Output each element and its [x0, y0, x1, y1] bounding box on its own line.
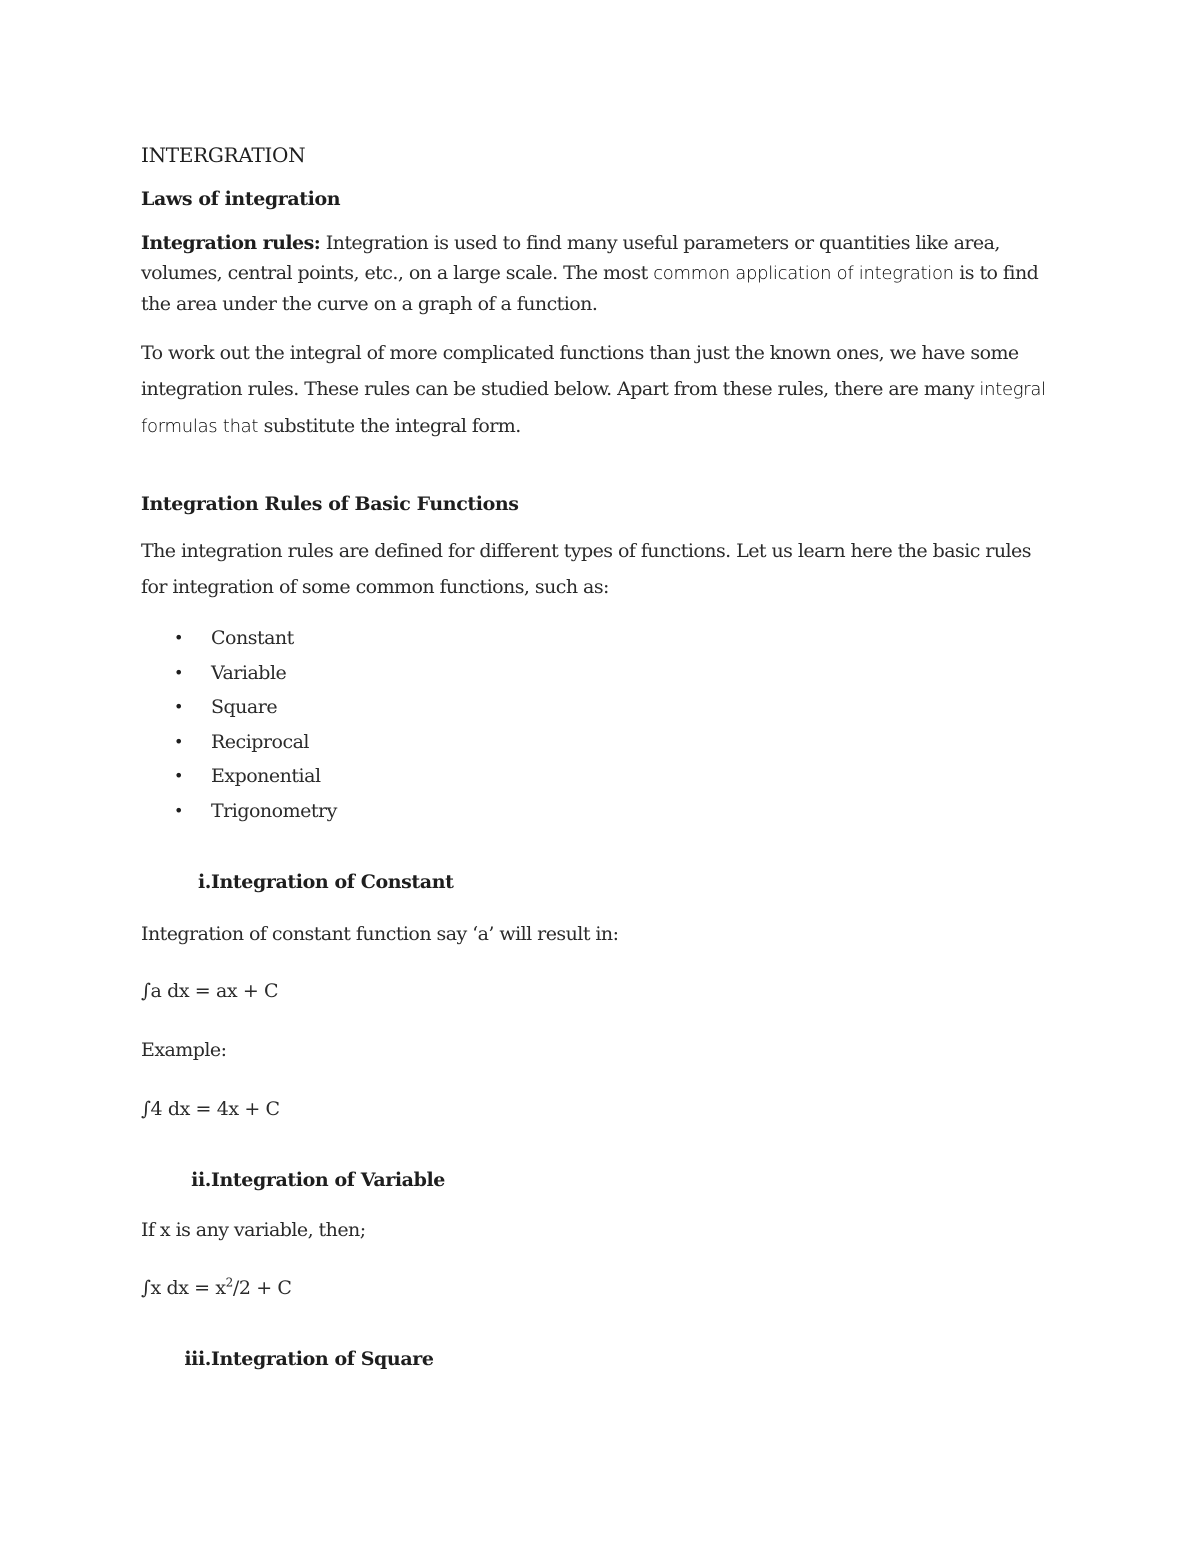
list-item: • Reciprocal: [141, 725, 1061, 760]
function-list: [141, 621, 1061, 829]
integral-rules-paragraph: [141, 335, 1061, 445]
basic-functions-intro: The integration rules are defined for different types of functions. Let us learn here the basic rules for integration of some common functions, such as:: [141, 540, 1031, 598]
intro-label: Integration rules:: [141, 232, 321, 254]
section-i-heading: i. Integration of Constant: [141, 867, 1061, 897]
laws-heading: Laws of integration: [141, 188, 341, 210]
section-i-example-formula: ∫4 dx = 4x + C: [141, 1097, 280, 1120]
bullet-icon: •: [174, 800, 183, 820]
document-title: INTERGRATION: [141, 143, 306, 167]
bullet-icon: •: [174, 766, 183, 786]
section-i-formula: ∫a dx = ax + C: [141, 979, 279, 1002]
intro-text-2: is to find the area under the curve on a graph of a function.: [141, 262, 1039, 315]
bullet-icon: •: [174, 697, 183, 717]
bullet-icon: •: [174, 731, 183, 751]
section-iii-heading: iii. Integration of Square: [141, 1344, 1061, 1374]
section-ii-heading: ii. Integration of Variable: [141, 1165, 1061, 1195]
intro-text-1: Integration is used to find many useful parameters or quantities like area, volumes, central points, etc., on a large scale. The most: [141, 232, 1000, 284]
para2-link-integral-formulas[interactable]: integral formulas that: [141, 379, 1046, 437]
list-item: • Variable: [141, 656, 1061, 691]
section-ii-numeral: ii.: [191, 1168, 211, 1191]
section-iii-numeral: iii.: [184, 1347, 211, 1370]
list-item: • Constant: [141, 621, 1061, 656]
para2-text-1: To work out the integral of more complicated functions than just the known ones, we have some integration rules. These rules can be studied below. Apart from these rules, there are many: [141, 342, 1019, 400]
section-i-example-label: Example:: [141, 1038, 227, 1061]
intro-link-common-application[interactable]: common application of integration: [653, 263, 954, 284]
section-ii-text: If x is any variable, then;: [141, 1218, 366, 1241]
section-i-text: Integration of constant function say ‘a’ will result in:: [141, 922, 619, 945]
bullet-icon: •: [174, 628, 183, 647]
section-i-numeral: i.: [197, 870, 211, 893]
basic-functions-heading: Integration Rules of Basic Functions: [141, 493, 519, 515]
list-item: • Square: [141, 690, 1061, 725]
section-ii-formula: ∫x dx = $x^2/2 + C$: [141, 1275, 292, 1299]
intro-paragraph: [141, 228, 1061, 319]
list-item: • Trigonometry: [141, 794, 1061, 829]
list-item: • Exponential: [141, 759, 1061, 794]
bullet-icon: •: [174, 662, 183, 682]
document-page: [141, 140, 1061, 1374]
para2-text-2: substitute the integral form.: [258, 415, 521, 437]
